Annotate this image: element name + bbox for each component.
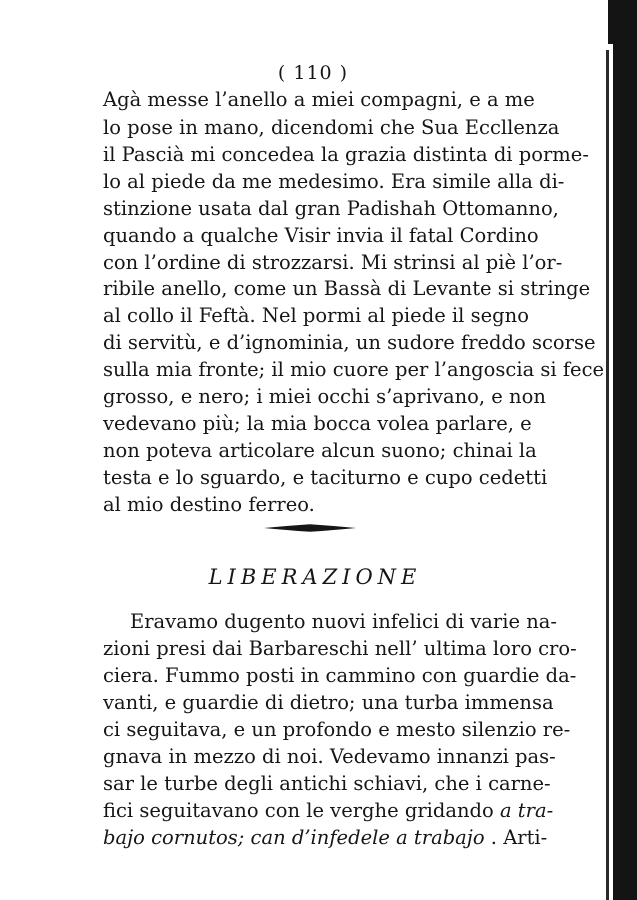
text-line: quando a qualche Visir invia il fatal Cordino (103, 224, 539, 247)
text-line: di servitù, e d’ignominia, un sudore freddo scorse (103, 331, 596, 354)
text-line: testa e lo sguardo, e taciturno e cupo cedetti (103, 466, 548, 489)
text-line: Eravamo dugento nuovi infelici di varie na- (130, 610, 557, 633)
text-line: stinzione usata dal gran Padishah Ottomanno, (103, 197, 559, 220)
text-line: sar le turbe degli antichi schiavi, che i carne- (103, 772, 551, 795)
scan-edge (613, 0, 637, 900)
text-line (103, 798, 554, 824)
text-line: il Pascià mi concedea la grazia distinta di porme- (103, 143, 589, 166)
text-line: sulla mia fronte; il mio cuore per l’angoscia si fece (103, 358, 605, 381)
text-line: al mio destino ferreo. (103, 493, 315, 516)
text-line: vedevano più; la mia bocca volea parlare, e (103, 412, 532, 435)
text-line: ci seguitava, e un profondo e mesto silenzio re- (103, 718, 571, 741)
text-line: con l’ordine di strozzarsi. Mi strinsi al piè l’or- (103, 251, 563, 274)
text-line-roman: . Arti- (490, 826, 548, 849)
text-line: lo al piede da me medesimo. Era simile alla di- (103, 170, 565, 193)
text-line: Agà messe l’anello a miei compagni, e a me (103, 88, 535, 111)
text-line: lo pose in mano, dicendomi che Sua Eccllenza (103, 116, 560, 139)
scan-edge (606, 50, 609, 900)
text-line-roman: fici seguitavano con le verghe gridando (103, 799, 494, 822)
text-line-italic: bajo cornutos; can d’infedele a trabajo (103, 826, 485, 849)
text-line-italic: a tra- (499, 799, 554, 822)
text-line: ribile anello, come un Bassà di Levante si stringe (103, 277, 591, 300)
text-line: grosso, e nero; i miei occhi s’aprivano, e non (103, 385, 546, 408)
text-line: al collo il Feftà. Nel pormi al piede il segno (103, 304, 529, 327)
section-title: LIBERAZIONE (208, 565, 422, 589)
text-line: zioni presi dai Barbareschi nell’ ultima loro cro- (103, 637, 577, 660)
text-line: non poteva articolare alcun suono; chinai la (103, 439, 537, 462)
text-line: vanti, e guardie di dietro; una turba immensa (103, 691, 554, 714)
ornament-rule-icon (262, 520, 358, 536)
text-line (103, 825, 548, 851)
page-number: ( 110 ) (277, 62, 349, 84)
text-line: gnava in mezzo di noi. Vedevamo innanzi pas- (103, 745, 556, 768)
text-line: ciera. Fummo posti in cammino con guardie da- (103, 664, 577, 687)
